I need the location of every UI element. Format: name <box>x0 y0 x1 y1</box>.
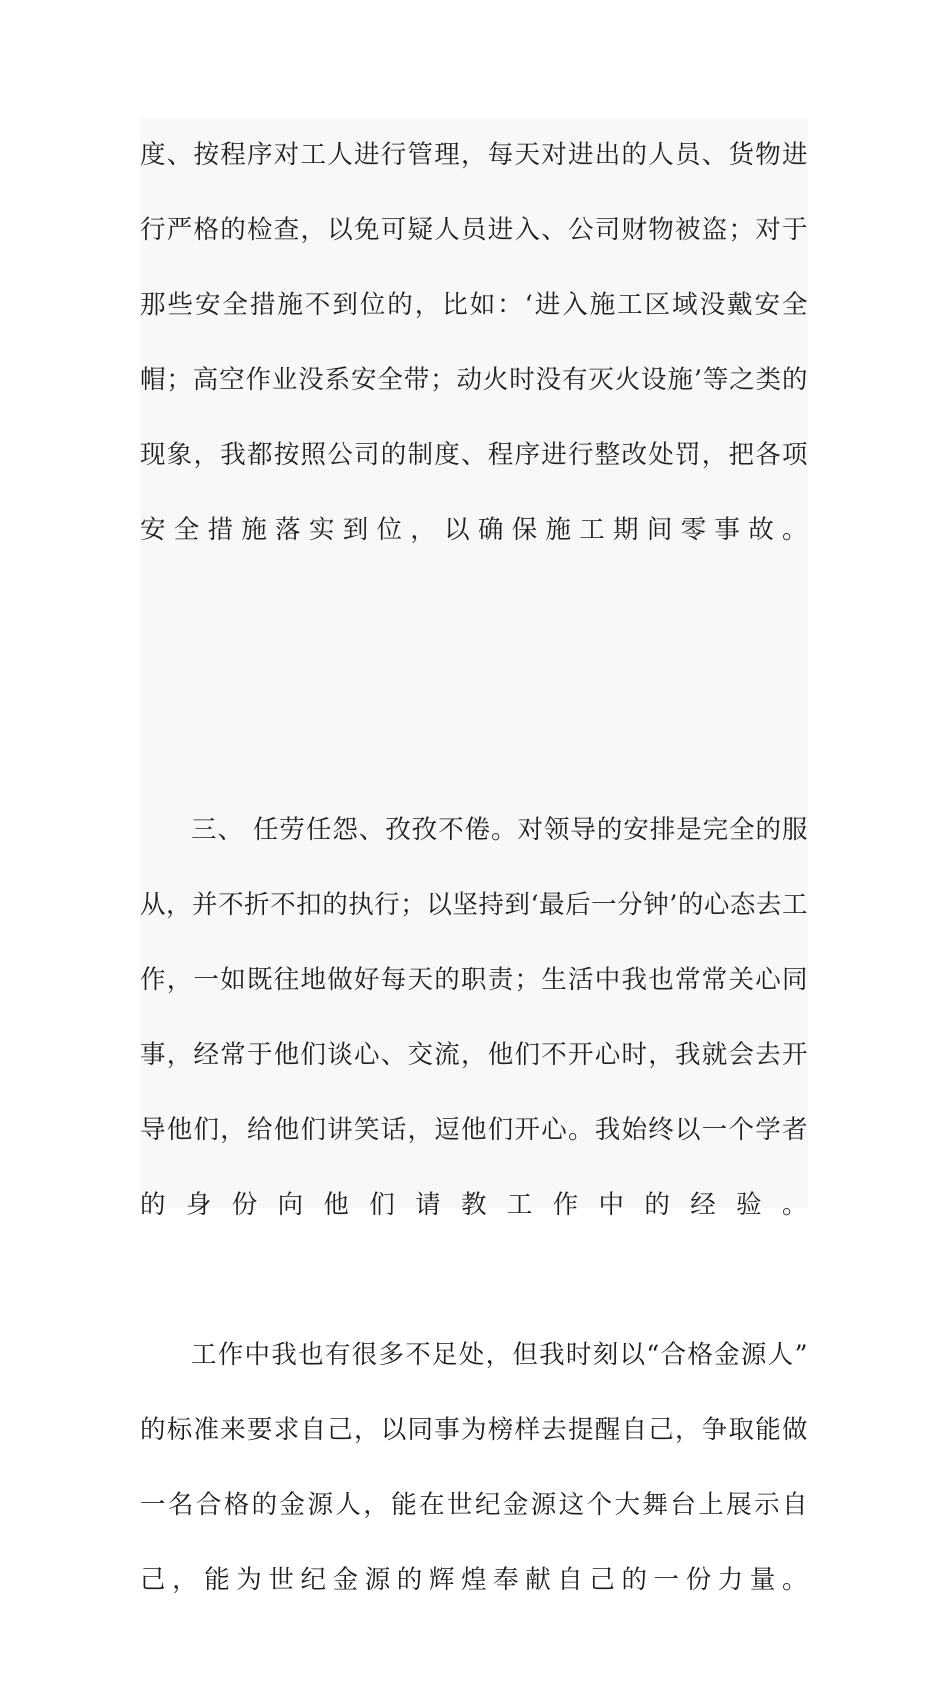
document-body <box>140 118 808 1693</box>
paragraph-separator <box>140 643 808 793</box>
paragraph-continuation-safety: 度、按程序对工人进行管理，每天对进出的人员、货物进行严格的检查，以免可疑人员进入、公司财物被盗；对于那些安全措施不到位的，比如：‘进入施工区域没戴安全帽；高空作业没系安全带；动火时没有灭火设施’等之类的现象，我都按照公司的制度、程序进行整改处罚，把各项安全措施落实到位，以确保施工期间零事故。 <box>140 140 808 545</box>
paragraph-section-three: 三、 任劳任怨、孜孜不倦。对领导的安排是完全的服从，并不折不扣的执行；以坚持到‘最后一分钟’的心态去工作，一如既往地做好每天的职责；生活中我也常常关心同事，经常于他们谈心、交流，他们不开心时，我就会去开导他们，给他们讲笑话，逗他们开心。我始终以一个学者的身份向他们请教工作中的经验。 <box>140 815 808 1220</box>
paragraph-closing-jinyuan: 工作中我也有很多不足处，但我时刻以“合格金源人”的标准来要求自己，以同事为榜样去提醒自己，争取能做一名合格的金源人，能在世纪金源这个大舞台上展示自己，能为世纪金源的辉煌奉献自己的一份力量。 <box>140 1340 808 1595</box>
